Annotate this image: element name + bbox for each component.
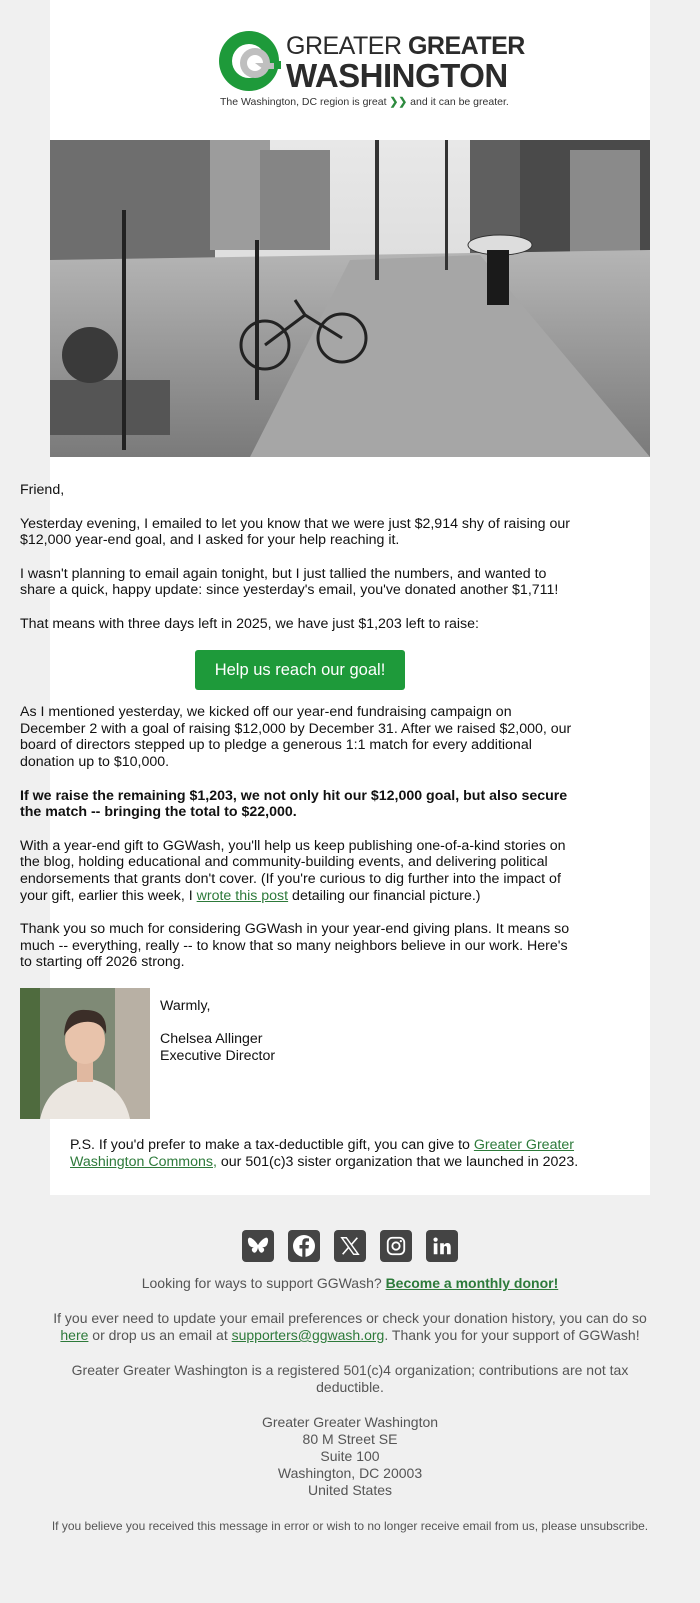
address-line: Greater Greater Washington	[261, 1414, 439, 1430]
greeting: Friend,	[20, 482, 65, 498]
legal-note: Greater Greater Washington is a registered 501(c)4 organization; contributions are not tax deductible.	[71, 1362, 629, 1395]
logo-word-washington: WASHINGTON	[286, 57, 508, 94]
instagram-icon[interactable]	[380, 1230, 412, 1262]
address-line: Suite 100	[320, 1448, 380, 1464]
monthly-donor-link[interactable]: Become a monthly donor!	[385, 1275, 559, 1291]
bluesky-icon[interactable]	[242, 1230, 274, 1262]
author-title: Executive Director	[160, 1047, 276, 1064]
blog-post-link[interactable]: wrote this post	[196, 887, 289, 904]
mailing-address	[50, 1414, 650, 1499]
signature-block	[20, 988, 580, 1119]
commons-link[interactable]: Greater Greater Washington Commons,	[70, 1137, 575, 1170]
ggwash-logo[interactable]	[50, 0, 650, 140]
gg-logo-icon	[219, 29, 283, 93]
author-name: Chelsea Allinger	[160, 1031, 263, 1048]
paragraph-3: That means with three days left in 2025, we have just $1,203 left to raise:	[20, 615, 479, 632]
address-line: 80 M Street SE	[302, 1431, 398, 1447]
paragraph-6: With a year-end gift to GGWash, you'll help us keep publishing one-of-a-kind stories on the blog, holding educational and community-building events, and delivering political endorsements that grants don't cover. (If you're curious to dig further into the impact of your gift, earlier this week, I wrote this post detailing our financial picture.)	[20, 837, 566, 904]
cta-wrap	[20, 650, 580, 691]
signature-text	[160, 998, 275, 1064]
social-links	[50, 1230, 650, 1262]
hero-photo	[50, 140, 650, 457]
paragraph-4: As I mentioned yesterday, we kicked off our year-end fundraising campaign on December 2 with a goal of raising $12,000 by December 31. After we raised $2,000, our board of directors stepped up to pledge a generous 1:1 match for every additional donation up to $10,000.	[20, 704, 572, 770]
address-line: United States	[307, 1482, 393, 1498]
letter-body	[20, 482, 580, 1119]
preferences-link[interactable]: here	[60, 1327, 89, 1343]
supporters-email-link[interactable]: supporters@ggwash.org	[231, 1327, 385, 1343]
paragraph-2: I wasn't planning to email again tonight, but I just tallied the numbers, and wanted to share a quick, happy update: since yesterday's email, you've donated another $1,711!	[20, 565, 559, 599]
paragraph-5: If we raise the remaining $1,203, we not only hit our $12,000 goal, but also secure the match -- bringing the total to $22,000.	[20, 787, 568, 821]
logo-tagline: The Washington, DC region is great ❯❯ and it can be greater.	[220, 96, 509, 108]
x-icon[interactable]	[334, 1230, 366, 1262]
paragraph-7: Thank you so much for considering GGWash in your year-end giving plans. It means so much -- everything, really -- to know that so many neighbors believe in our work. Here's to starting off 2026 strong.	[20, 921, 570, 971]
author-photo	[20, 988, 150, 1119]
preferences-line: If you ever need to update your email preferences or check your donation history, you can do so here or drop us an email at supporters@ggwash.org. Thank you for your support of GGWash!	[53, 1310, 647, 1343]
facebook-icon[interactable]	[288, 1230, 320, 1262]
double-chevron-icon: ❯❯	[389, 96, 408, 108]
unsubscribe-note[interactable]: If you believe you received this message in error or wish to no longer receive email from us, please unsubscribe.	[51, 1519, 649, 1533]
postscript: P.S. If you'd prefer to make a tax-deductible gift, you can give to Greater Greater Washington Commons, our 501(c)3 sister organization that we launched in 2023.	[70, 1137, 579, 1170]
sign-off: Warmly,	[160, 997, 211, 1014]
address-line: Washington, DC 20003	[277, 1465, 423, 1481]
logo-word-greater: GREATER GREATER	[286, 32, 525, 60]
email-footer	[50, 1230, 650, 1553]
donate-cta-button[interactable]: Help us reach our goal!	[195, 650, 406, 691]
linkedin-icon[interactable]	[426, 1230, 458, 1262]
support-line: Looking for ways to support GGWash? Become a monthly donor!	[141, 1275, 559, 1291]
paragraph-1: Yesterday evening, I emailed to let you know that we were just $2,914 shy of raising our $12,000 year-end goal, and I asked for your help reaching it.	[20, 515, 570, 549]
